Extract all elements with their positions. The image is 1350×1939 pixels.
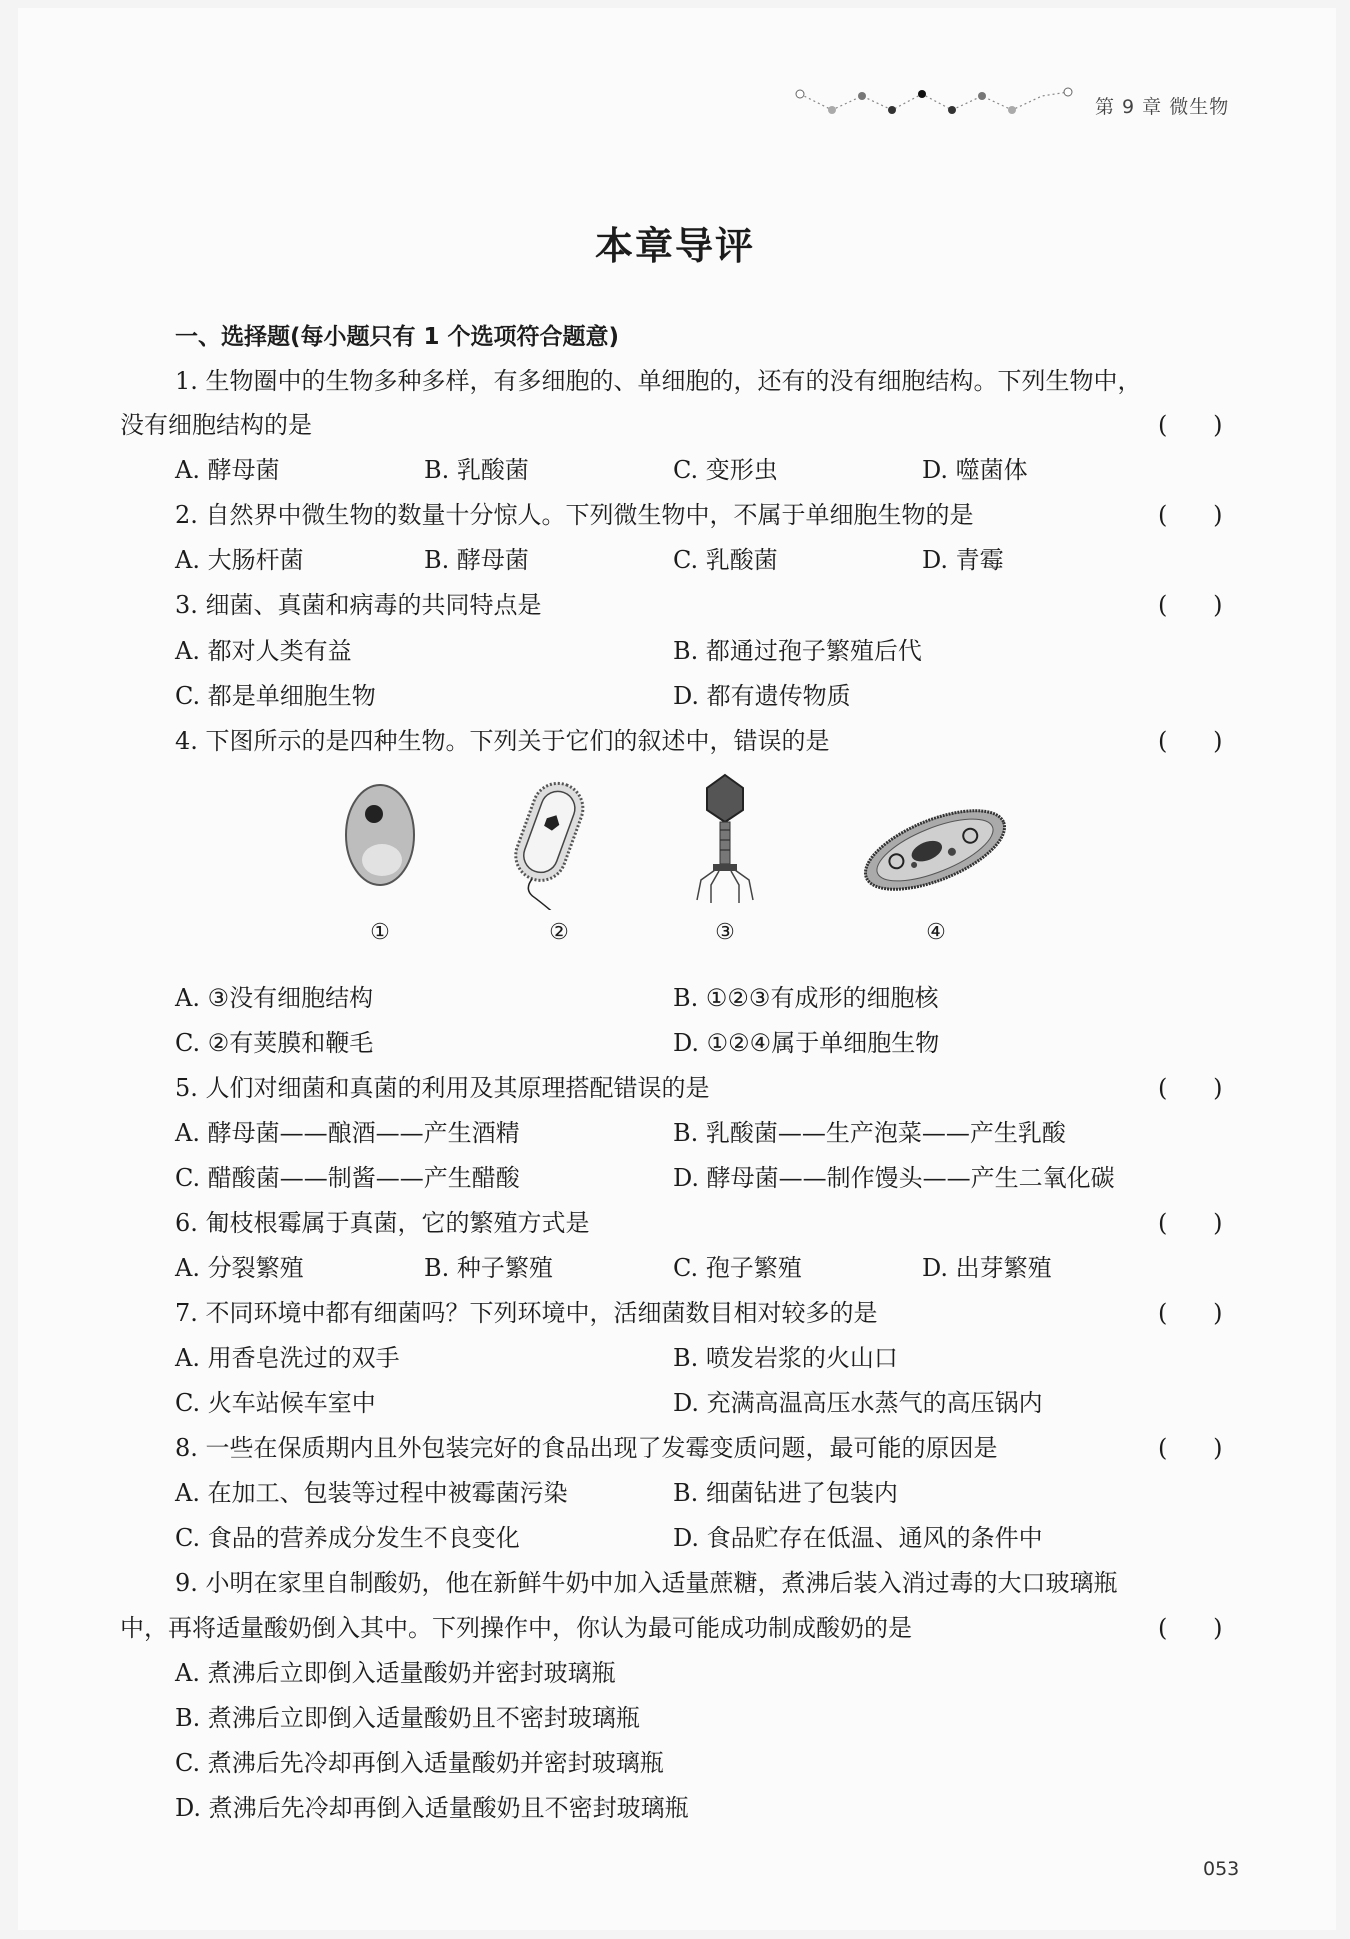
page-title: 本章导评	[594, 224, 755, 268]
q4-answer-blank: ( )	[1158, 727, 1223, 755]
figure-label-1: ①	[370, 920, 390, 945]
q2-answer-blank: ( )	[1158, 501, 1223, 529]
q6-option-c: C. 孢子繁殖	[673, 1254, 802, 1282]
figure-label-2: ②	[549, 920, 569, 945]
q5-option-b: B. 乳酸菌——生产泡菜——产生乳酸	[673, 1119, 1066, 1147]
q9-answer-blank: ( )	[1158, 1614, 1223, 1642]
q2-option-c: C. 乳酸菌	[673, 546, 778, 574]
q3-option-c: C. 都是单细胞生物	[175, 682, 376, 710]
q6-option-a: A. 分裂繁殖	[175, 1254, 304, 1282]
q2-stem: 2. 自然界中微生物的数量十分惊人。下列微生物中，不属于单细胞生物的是	[175, 501, 974, 529]
q6-answer-blank: ( )	[1158, 1209, 1223, 1237]
q8-option-b: B. 细菌钻进了包装内	[673, 1479, 898, 1507]
q6-stem: 6. 匍枝根霉属于真菌，它的繁殖方式是	[175, 1209, 590, 1237]
q8-stem: 8. 一些在保质期内且外包装完好的食品出现了发霉变质问题，最可能的原因是	[175, 1434, 998, 1462]
q7-answer-blank: ( )	[1158, 1299, 1223, 1327]
q9-stem-line1: 9. 小明在家里自制酸奶，他在新鲜牛奶中加入适量蔗糖，煮沸后装入消过毒的大口玻璃瓶	[175, 1569, 1118, 1597]
q5-stem: 5. 人们对细菌和真菌的利用及其原理搭配错误的是	[175, 1074, 710, 1102]
q7-option-b: B. 喷发岩浆的火山口	[673, 1344, 898, 1372]
q5-option-c: C. 醋酸菌——制酱——产生醋酸	[175, 1164, 520, 1192]
figure-label-4: ④	[926, 920, 946, 945]
bacterium-figure	[505, 770, 615, 910]
q2-option-a: A. 大肠杆菌	[175, 546, 304, 574]
q1-option-c: C. 变形虫	[673, 456, 778, 484]
q5-answer-blank: ( )	[1158, 1074, 1223, 1102]
q1-option-d: D. 噬菌体	[922, 456, 1028, 484]
q5-option-d: D. 酵母菌——制作馒头——产生二氧化碳	[673, 1164, 1115, 1192]
q4-option-d: D. ①②④属于单细胞生物	[673, 1029, 940, 1057]
q1-stem-line1: 1. 生物圈中的生物多种多样，有多细胞的、单细胞的，还有的没有细胞结构。下列生物中，	[175, 367, 1142, 395]
q7-option-c: C. 火车站候车室中	[175, 1389, 376, 1417]
q2-option-d: D. 青霉	[922, 546, 1004, 574]
q9-option-d: D. 煮沸后先冷却再倒入适量酸奶且不密封玻璃瓶	[175, 1794, 689, 1822]
q1-answer-blank: ( )	[1158, 411, 1223, 439]
bacteriophage-figure	[685, 770, 765, 910]
q2-option-b: B. 酵母菌	[424, 546, 529, 574]
chapter-label: 第 9 章 微生物	[1095, 96, 1230, 118]
q9-option-a: A. 煮沸后立即倒入适量酸奶并密封玻璃瓶	[175, 1659, 616, 1687]
q1-stem-line2: 没有细胞结构的是	[120, 411, 312, 439]
q4-option-a: A. ③没有细胞结构	[175, 984, 374, 1012]
section-heading: 一、选择题(每小题只有 1 个选项符合题意)	[175, 324, 620, 350]
yeast-cell-figure	[340, 780, 420, 890]
q4-option-b: B. ①②③有成形的细胞核	[673, 984, 939, 1012]
q3-option-b: B. 都通过孢子繁殖后代	[673, 637, 922, 665]
q8-answer-blank: ( )	[1158, 1434, 1223, 1462]
q3-option-a: A. 都对人类有益	[175, 637, 352, 665]
q7-option-a: A. 用香皂洗过的双手	[175, 1344, 400, 1372]
q1-option-b: B. 乳酸菌	[424, 456, 529, 484]
q9-stem-line2: 中，再将适量酸奶倒入其中。下列操作中，你认为最可能成功制成酸奶的是	[120, 1614, 912, 1642]
q8-option-d: D. 食品贮存在低温、通风的条件中	[673, 1524, 1043, 1552]
q8-option-c: C. 食品的营养成分发生不良变化	[175, 1524, 520, 1552]
q7-option-d: D. 充满高温高压水蒸气的高压锅内	[673, 1389, 1043, 1417]
q3-answer-blank: ( )	[1158, 591, 1223, 619]
q1-option-a: A. 酵母菌	[175, 456, 280, 484]
page-number: 053	[1203, 1858, 1240, 1880]
paramecium-figure	[855, 790, 1015, 910]
q3-option-d: D. 都有遗传物质	[673, 682, 851, 710]
q6-option-d: D. 出芽繁殖	[922, 1254, 1052, 1282]
dot-chain-ornament	[790, 82, 1080, 122]
q4-stem: 4. 下图所示的是四种生物。下列关于它们的叙述中，错误的是	[175, 727, 830, 755]
figure-label-3: ③	[715, 920, 735, 945]
q4-option-c: C. ②有荚膜和鞭毛	[175, 1029, 374, 1057]
q5-option-a: A. 酵母菌——酿酒——产生酒精	[175, 1119, 520, 1147]
q9-option-b: B. 煮沸后立即倒入适量酸奶且不密封玻璃瓶	[175, 1704, 640, 1732]
q3-stem: 3. 细菌、真菌和病毒的共同特点是	[175, 591, 542, 619]
q8-option-a: A. 在加工、包装等过程中被霉菌污染	[175, 1479, 568, 1507]
q9-option-c: C. 煮沸后先冷却再倒入适量酸奶并密封玻璃瓶	[175, 1749, 664, 1777]
chapter-header	[790, 82, 1240, 122]
organism-figures	[320, 770, 1040, 970]
q7-stem: 7. 不同环境中都有细菌吗？下列环境中，活细菌数目相对较多的是	[175, 1299, 878, 1327]
q6-option-b: B. 种子繁殖	[424, 1254, 553, 1282]
